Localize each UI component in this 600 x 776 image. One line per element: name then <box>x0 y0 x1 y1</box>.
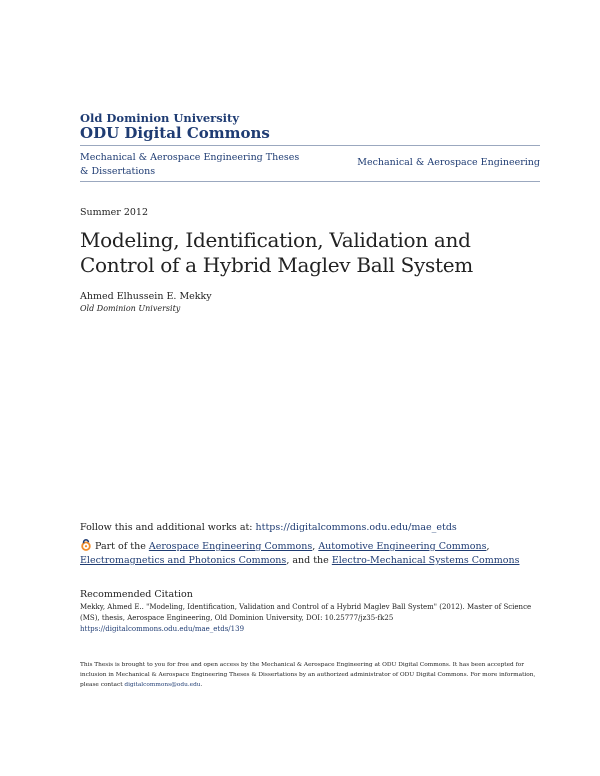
sep-2: , <box>486 541 490 552</box>
commons-link-electromechanical[interactable]: Electro-Mechanical Systems Commons <box>331 555 520 566</box>
author-name: Ahmed Elhussein E. Mekky <box>80 291 212 302</box>
footer-end: . <box>200 682 203 688</box>
part-of-prefix: Part of the <box>95 541 146 552</box>
commons-link-aerospace[interactable]: Aerospace Engineering Commons <box>148 541 313 552</box>
sep-3: , and the <box>286 555 329 566</box>
paper-title: Modeling, Identification, Validation and Control of a Hybrid Maglev Ball System <box>80 228 473 277</box>
recommended-citation-heading: Recommended Citation <box>80 589 193 600</box>
sep-1: , <box>312 541 316 552</box>
follow-prefix: Follow this and additional works at: <box>80 522 253 533</box>
contact-email-link[interactable]: digitalcommons@odu.edu <box>124 682 201 688</box>
collection-link-department[interactable]: Mechanical & Aerospace Engineering <box>357 157 540 168</box>
author-affiliation: Old Dominion University <box>80 304 181 313</box>
citation-text: Mekky, Ahmed E.. "Modeling, Identification, Validation and Control of a Hybrid Maglev Ball System" (2012). Master of Science (MS), thesis, Aerospace Engineering, Old Dominion University, DOI: 10.25777/jz35-fk25 <box>80 603 532 622</box>
collection-link-theses[interactable]: Mechanical & Aerospace Engineering Theses & Dissertations <box>80 152 300 177</box>
divider-top <box>80 145 540 146</box>
footer-notice <box>80 660 540 690</box>
publication-date: Summer 2012 <box>80 207 149 218</box>
commons-link-electromagnetics[interactable]: Electromagnetics and Photonics Commons <box>80 555 287 566</box>
part-of-line <box>80 539 540 568</box>
follow-line <box>80 522 540 533</box>
commons-link-automotive[interactable]: Automotive Engineering Commons <box>318 541 487 552</box>
divider-bottom <box>80 181 540 182</box>
university-name: Old Dominion University <box>80 111 240 125</box>
footer-text: This Thesis is brought to you for free and open access by the Mechanical & Aerospace Engineering at ODU Digital Commons. It has been accepted for inclusion in Mechanical & Aerospace Engineering Theses & Dissertations by an authorized administrator of ODU Digital Commons. For more information, please contact <box>80 662 536 688</box>
recommended-citation <box>80 602 540 635</box>
open-access-icon <box>80 539 92 551</box>
citation-url-link[interactable]: https://digitalcommons.odu.edu/mae_etds/139 <box>80 625 245 633</box>
follow-url-link[interactable]: https://digitalcommons.odu.edu/mae_etds <box>255 522 457 533</box>
repository-name[interactable]: ODU Digital Commons <box>80 124 270 142</box>
